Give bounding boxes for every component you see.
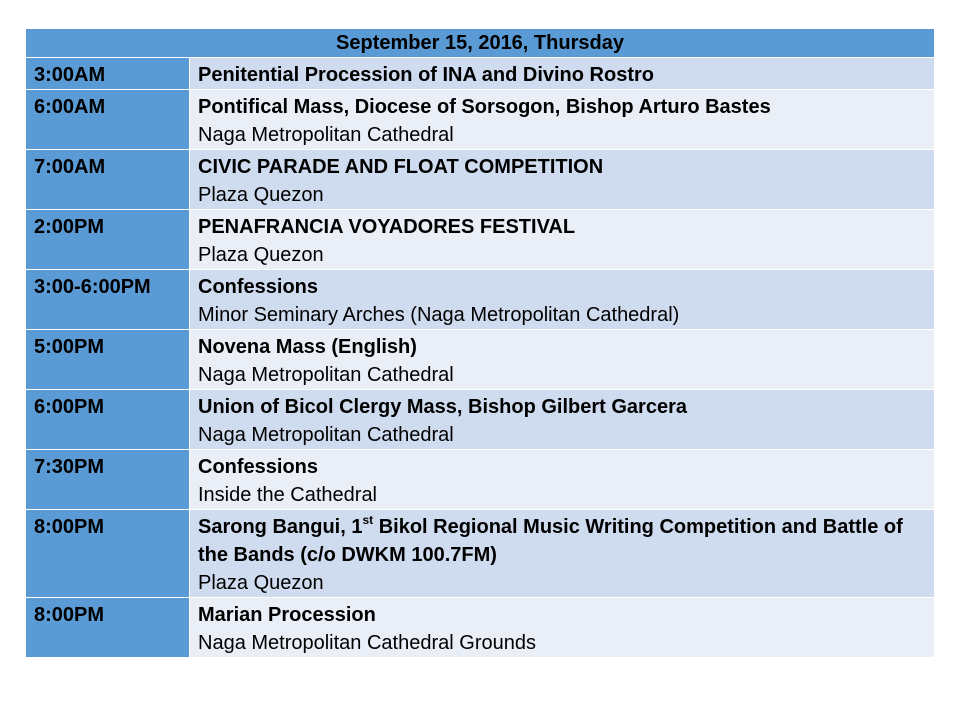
- table-row: [26, 210, 935, 270]
- event-title: Union of Bicol Clergy Mass, Bishop Gilbert Garcera: [198, 396, 687, 418]
- event-details: [190, 58, 935, 90]
- event-title: Confessions: [198, 276, 319, 298]
- event-title: [198, 513, 934, 569]
- event-location: Naga Metropolitan Cathedral: [198, 364, 454, 386]
- event-location: Minor Seminary Arches (Naga Metropolitan Cathedral): [198, 304, 680, 326]
- ordinal-suffix: st: [362, 513, 374, 528]
- event-time: 8:00PM: [26, 510, 190, 598]
- event-title: Marian Procession: [198, 604, 376, 626]
- table-row: [26, 510, 935, 598]
- event-time: 6:00PM: [26, 390, 190, 450]
- event-title-part: Sarong Bangui, 1: [198, 516, 363, 538]
- event-title: Novena Mass (English): [198, 336, 417, 358]
- event-time: 2:00PM: [26, 210, 190, 270]
- event-details: [190, 270, 935, 330]
- table-row: [26, 150, 935, 210]
- event-details: [190, 90, 935, 150]
- event-details: [190, 598, 935, 658]
- schedule-table: [25, 28, 935, 658]
- table-row: [26, 598, 935, 658]
- event-details: [190, 450, 935, 510]
- event-location: Inside the Cathedral: [198, 484, 378, 506]
- event-details: [190, 330, 935, 390]
- event-location: Naga Metropolitan Cathedral: [198, 424, 454, 446]
- table-header-row: [26, 29, 935, 58]
- table-row: [26, 270, 935, 330]
- event-title: PENAFRANCIA VOYADORES FESTIVAL: [198, 216, 576, 238]
- event-title: Pontifical Mass, Diocese of Sorsogon, Bishop Arturo Bastes: [198, 96, 771, 118]
- event-title: CIVIC PARADE AND FLOAT COMPETITION: [198, 156, 604, 178]
- table-row: [26, 390, 935, 450]
- event-location: Plaza Quezon: [198, 244, 324, 266]
- event-time: 7:30PM: [26, 450, 190, 510]
- event-details: [190, 510, 935, 598]
- event-location: Plaza Quezon: [198, 184, 324, 206]
- event-title: Penitential Procession of INA and Divino Rostro: [198, 64, 654, 86]
- event-details: [190, 390, 935, 450]
- event-time: 8:00PM: [26, 598, 190, 658]
- event-time: 3:00AM: [26, 58, 190, 90]
- table-row: [26, 450, 935, 510]
- event-location: Naga Metropolitan Cathedral: [198, 124, 454, 146]
- table-row: [26, 90, 935, 150]
- event-details: [190, 150, 935, 210]
- event-location: Naga Metropolitan Cathedral Grounds: [198, 632, 536, 654]
- event-title: Confessions: [198, 456, 319, 478]
- event-details: [190, 210, 935, 270]
- event-location: Plaza Quezon: [198, 572, 324, 594]
- schedule-date-header: September 15, 2016, Thursday: [26, 29, 935, 58]
- event-time: 3:00-6:00PM: [26, 270, 190, 330]
- event-time: 5:00PM: [26, 330, 190, 390]
- event-title-part: Bikol Regional Music Writing Competition and Battle of the Bands (c/o DWKM 100.7FM): [198, 516, 903, 566]
- table-row: [26, 330, 935, 390]
- table-row: [26, 58, 935, 90]
- event-time: 7:00AM: [26, 150, 190, 210]
- event-time: 6:00AM: [26, 90, 190, 150]
